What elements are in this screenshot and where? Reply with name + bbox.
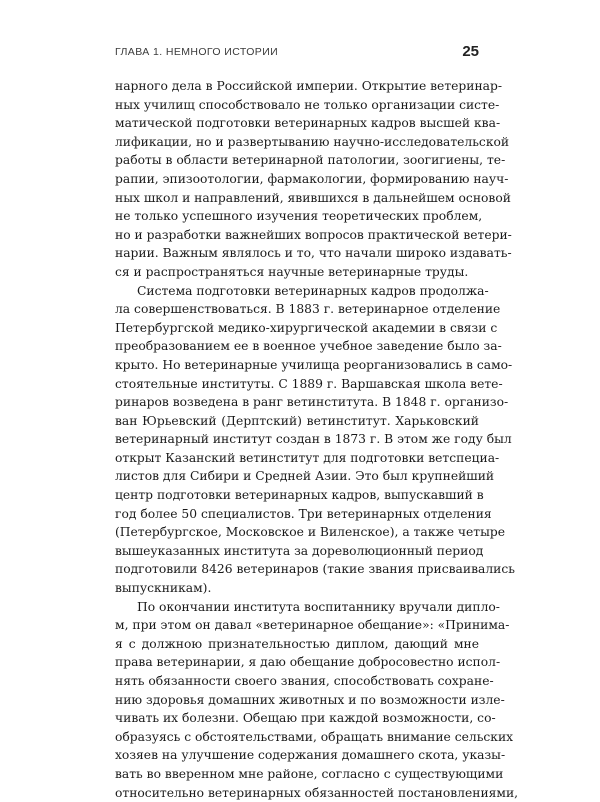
text-line: нять обязанности своего звания, способствовать сохране-: [115, 674, 494, 688]
text-line: чивать их болезни. Обещаю при каждой возможности, со-: [115, 711, 496, 726]
paragraph-1: [115, 77, 512, 282]
text-line: выпускникам).: [115, 581, 212, 596]
text-line: нию здоровья домашних животных и по возможности изле-: [115, 692, 505, 707]
text-line: нарного дела в Российской империи. Открытие ветеринар-: [115, 79, 503, 93]
running-header: [115, 44, 479, 62]
text-line: открыт Казанский ветинститут для подготовки ветспециа-: [115, 450, 500, 465]
text-line: не только успешного изучения теоретических проблем,: [115, 209, 483, 224]
text-line: хозяев на улучшение содержания домашнего скота, указы-: [115, 748, 506, 763]
text-line: права ветеринарии, я даю обещание добросовестно испол-: [115, 655, 501, 670]
text-line: Система подготовки ветеринарных кадров продолжа-: [137, 283, 489, 298]
text-line: нарии. Важным являлось и то, что начали широко издавать-: [115, 246, 512, 261]
text-line: я с должною признательностью диплом, дающий мне: [115, 636, 479, 651]
chapter-title: ГЛАВА 1. НЕМНОГО ИСТОРИИ: [115, 46, 279, 58]
text-line: матической подготовки ветеринарных кадров высшей ква-: [115, 116, 501, 131]
paragraph-2: [115, 282, 515, 598]
paragraph-3: [115, 598, 519, 802]
body-text: [115, 77, 519, 802]
text-line: вать во вверенном мне районе, согласно с существующими: [115, 766, 504, 781]
text-line: (Петербургское, Московское и Виленское), а также четыре: [115, 525, 506, 540]
text-line: Петербургской медико-хирургической академии в связи с: [115, 320, 498, 335]
text-line: крыто. Но ветеринарные училища реорганизовались в само-: [115, 357, 513, 372]
text-line: год более 50 специалистов. Три ветеринарных отделения: [115, 506, 492, 521]
text-line: По окончании института воспитаннику вручали дипло-: [137, 599, 500, 614]
text-line: преобразованием ее в военное учебное заведение было за-: [115, 339, 502, 354]
text-line: относительно ветеринарных обязанностей постановлениями,: [115, 785, 519, 800]
text-line: работы в области ветеринарной патологии, зоогигиены, те-: [115, 153, 506, 168]
text-line: ван Юрьевский (Дерптский) ветинститут. Харьковский: [115, 413, 479, 428]
text-line: ся и распространяться научные ветеринарные труды.: [115, 264, 469, 279]
text-line: стоятельные институты. С 1889 г. Варшавская школа вете-: [115, 376, 503, 391]
text-line: лификации, но и развертыванию научно-исследовательской: [115, 134, 510, 149]
text-line: рапии, эпизоотологии, фармакологии, формированию науч-: [115, 171, 509, 186]
text-line: центр подготовки ветеринарных кадров, выпускавший в: [115, 488, 484, 503]
text-line: ветеринарный институт создан в 1873 г. В этом же году был: [115, 432, 512, 447]
text-line: но и разработки важнейших вопросов практической ветери-: [115, 227, 512, 242]
text-line: ных училищ способствовало не только организации систе-: [115, 97, 500, 112]
page-number: 25: [462, 43, 479, 60]
text-line: листов для Сибири и Средней Азии. Это был крупнейший: [115, 469, 495, 484]
text-line: ла совершенствоваться. В 1883 г. ветеринарное отделение: [115, 302, 501, 317]
text-line: вышеуказанных института за дореволюционный период: [115, 543, 484, 558]
text-line: образуясь с обстоятельствами, обращать внимание сельских: [115, 729, 514, 744]
text-line: м, при этом он давал «ветеринарное обещание»: «Принима-: [115, 618, 510, 633]
text-line: подготовили 8426 ветеринаров (такие звания присваивались: [115, 562, 515, 577]
text-line: ных школ и направлений, явившихся в дальнейшем основой: [115, 190, 511, 205]
text-line: ринаров возведена в ранг ветинститута. В 1848 г. организо-: [115, 395, 509, 410]
